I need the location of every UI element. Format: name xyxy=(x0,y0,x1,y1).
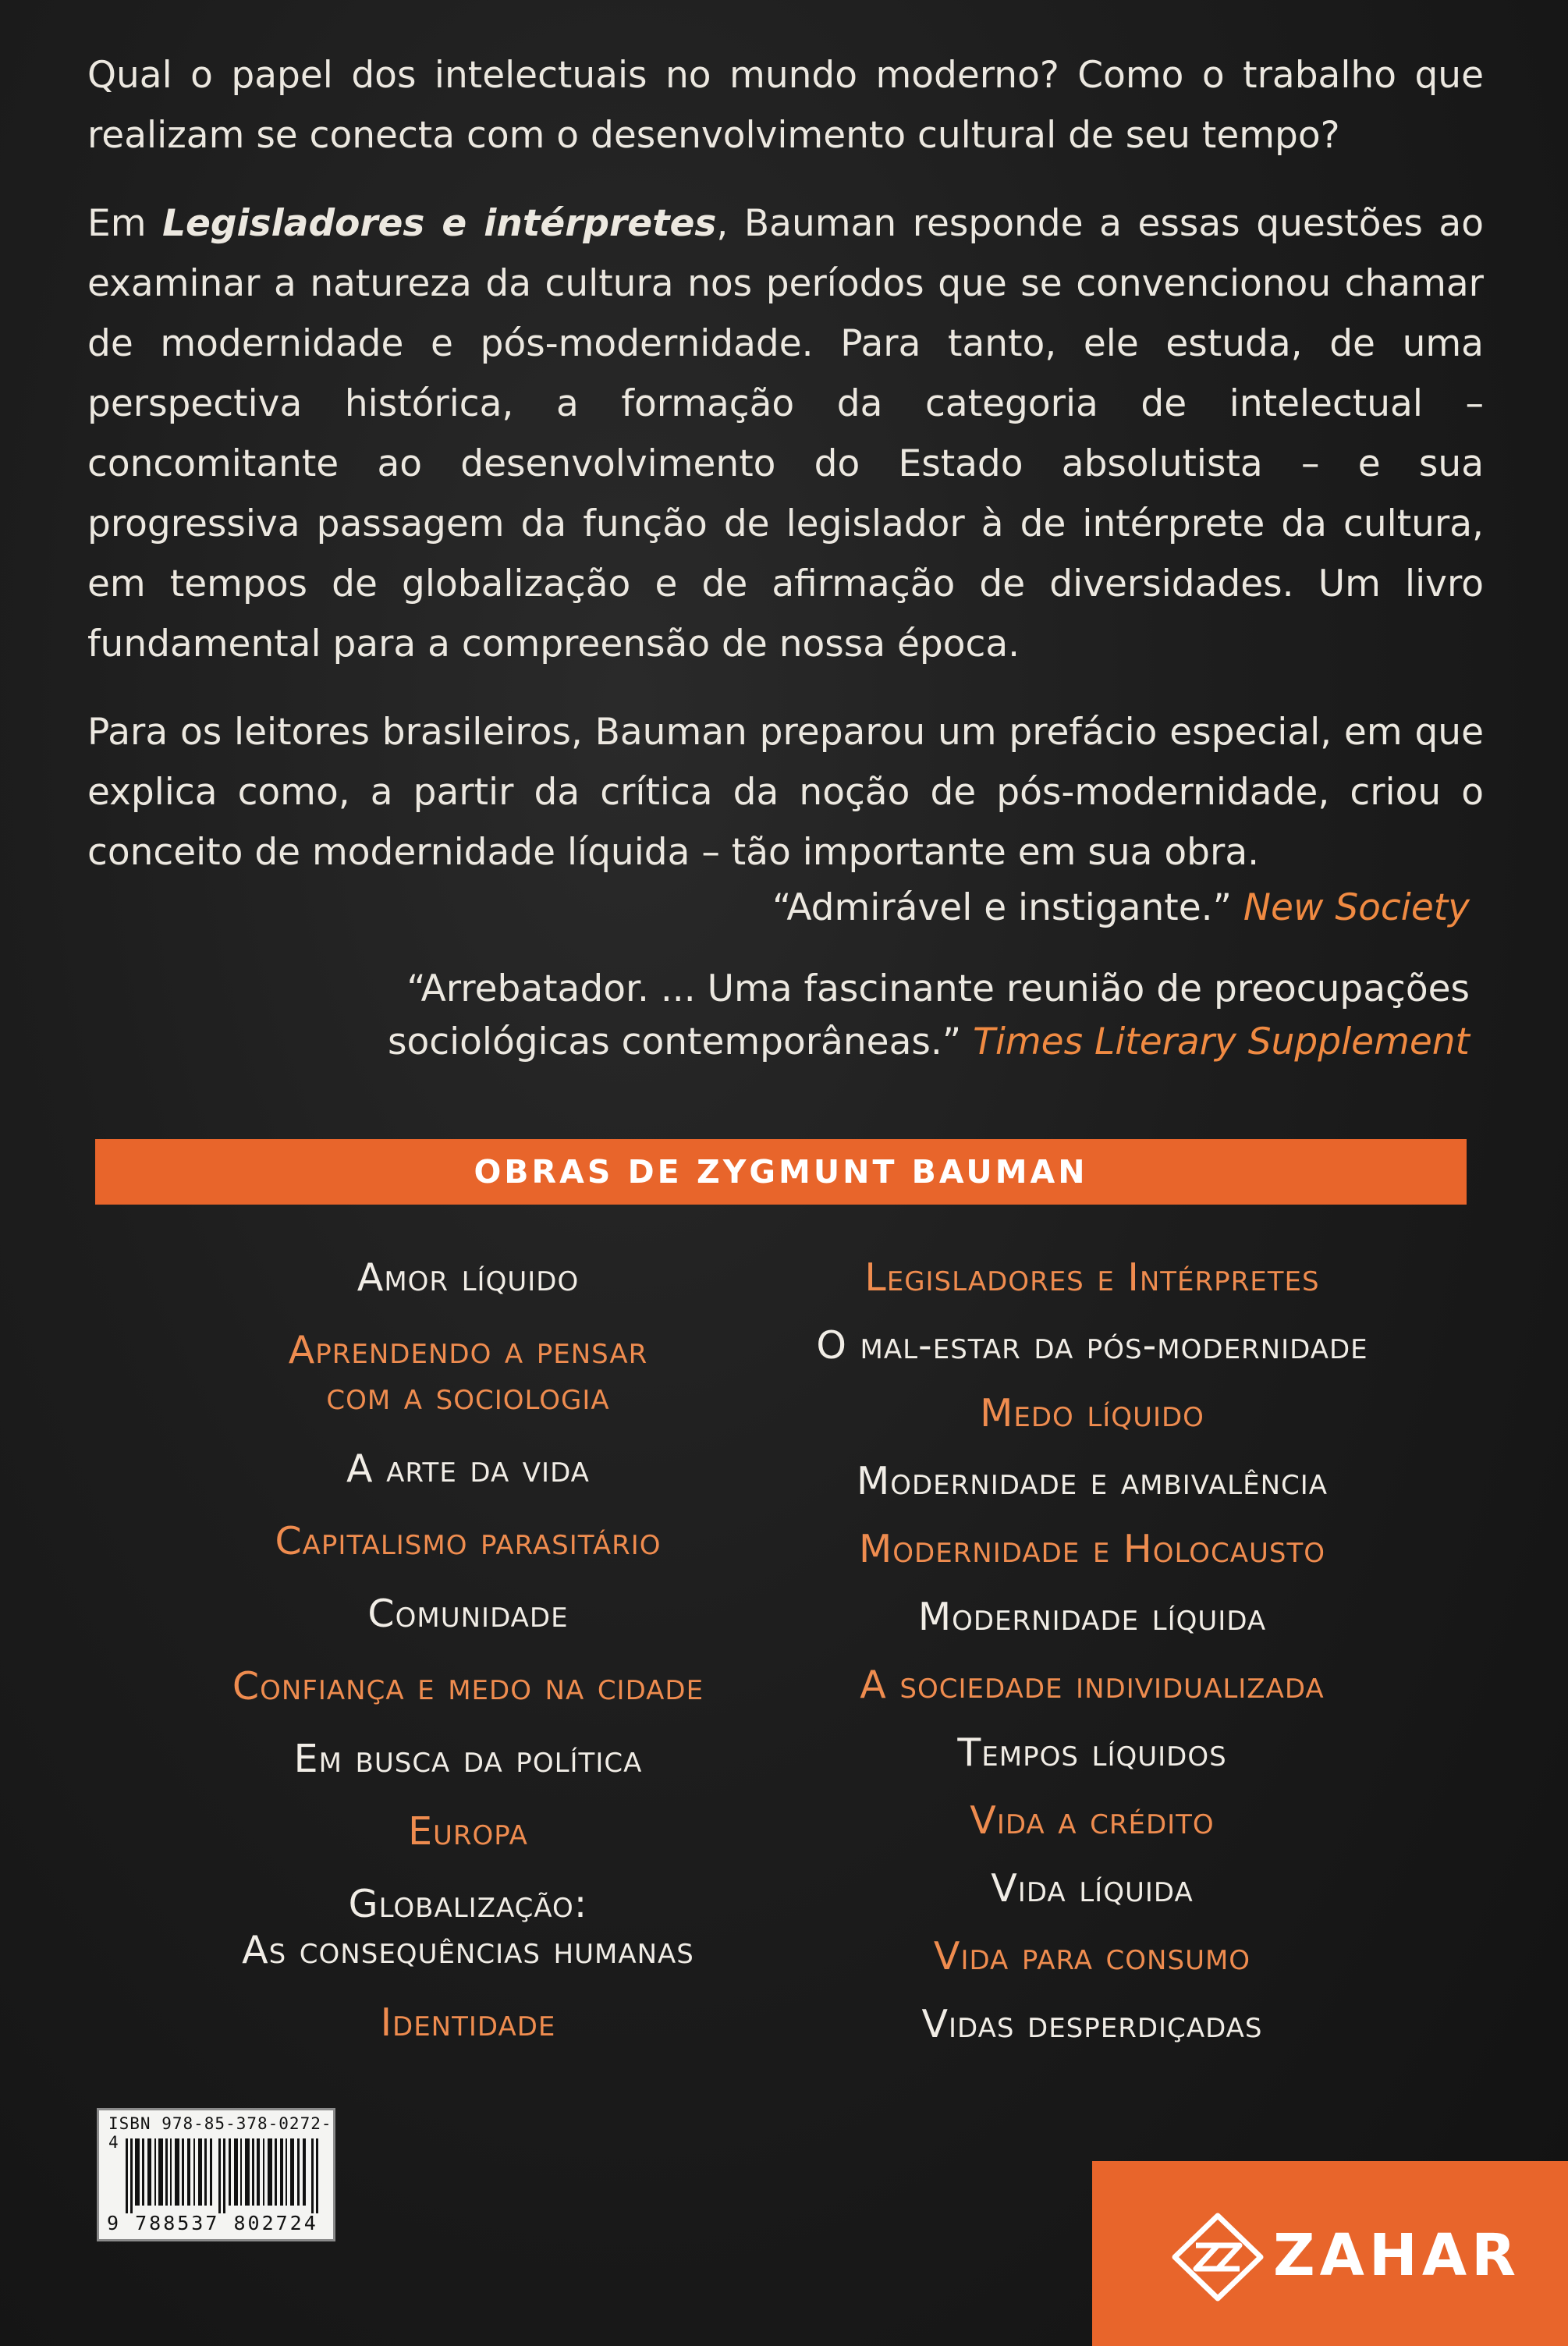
quote-source: New Society xyxy=(1243,886,1470,929)
isbn-label: ISBN 978-85-378-0272-4 xyxy=(108,2114,332,2152)
barcode-bars xyxy=(126,2138,321,2213)
work-title: Tempos líquidos xyxy=(957,1730,1227,1775)
work-title: Capitalismo parasitário xyxy=(275,1519,662,1563)
work-title: Amor líquido xyxy=(357,1255,580,1300)
quote-text: “Arrebatador. ... Uma fascinante reunião de preocupações sociológicas contemporâneas.” xyxy=(387,967,1470,1063)
work-title: Medo líquido xyxy=(980,1391,1204,1436)
work-title: Em busca da política xyxy=(293,1737,643,1781)
works-heading-band xyxy=(95,1139,1467,1205)
review-quote-2 xyxy=(190,963,1470,1069)
ean-number: 9 788537 802724 xyxy=(107,2212,318,2234)
works-list-right xyxy=(772,1255,1412,2069)
book-title-emphasis: Legisladores e intérpretes xyxy=(162,202,717,245)
work-title: Aprendendo a pensar com a sociologia xyxy=(288,1328,648,1418)
blurb-p2-rest: , Bauman responde a essas questões ao examinar a natureza da cultura nos períodos que se convencionou chamar de modernidade e pós-modernidade. Para tanto, ele estuda, de uma perspectiva histórica, a formação da categoria de intelectual – concomitante ao desenvolvimento do Estado absolutista – e sua progressiva passagem da função de legislador à de intérprete da cultura, em tempos de globalização e de afirmação de diversidades. Um livro fundamental para a compreensão de nossa época. xyxy=(87,202,1484,665)
blurb-p2-prefix: Em xyxy=(87,202,163,245)
work-title: Modernidade e ambivalência xyxy=(856,1459,1329,1503)
quote-text: “Admirável e instigante.” xyxy=(772,886,1232,929)
isbn-barcode xyxy=(97,2108,335,2241)
work-title: Modernidade e Holocausto xyxy=(858,1527,1326,1571)
zahar-logo-icon xyxy=(1170,2211,1265,2303)
work-title: Vida a crédito xyxy=(970,1798,1215,1843)
work-title: Globalização: As consequências humanas xyxy=(242,1882,694,1972)
work-title: Modernidade líquida xyxy=(917,1595,1267,1639)
work-title: Confiança e medo na cidade xyxy=(232,1664,704,1709)
publisher-name: ZAHAR xyxy=(1273,2222,1521,2289)
work-title: Legisladores e Intérpretes xyxy=(864,1255,1320,1300)
blurb-paragraph-2 xyxy=(87,193,1484,674)
work-title: A arte da vida xyxy=(346,1446,590,1491)
work-title: Vida líquida xyxy=(991,1866,1194,1911)
publisher-logo-block xyxy=(1092,2161,1568,2346)
work-title: Vida para consumo xyxy=(933,1934,1251,1979)
quote-source: Times Literary Supplement xyxy=(973,1020,1470,1063)
work-title: Comunidade xyxy=(367,1592,569,1636)
work-title: Europa xyxy=(408,1809,528,1854)
review-quote-1 xyxy=(300,882,1470,935)
works-heading: OBRAS DE ZYGMUNT BAUMAN xyxy=(474,1153,1088,1191)
work-title: A sociedade individualizada xyxy=(860,1663,1325,1707)
work-title: Identidade xyxy=(380,2000,556,2045)
work-title: O mal-estar da pós-modernidade xyxy=(816,1323,1368,1368)
blurb xyxy=(87,45,1484,910)
work-title: Vidas desperdiçadas xyxy=(921,2002,1263,2046)
blurb-paragraph-1: Qual o papel dos intelectuais no mundo moderno? Como o trabalho que realizam se conecta com o desenvolvimento cultural de seu tempo? xyxy=(87,54,1484,157)
blurb-paragraph-3: Para os leitores brasileiros, Bauman preparou um prefácio especial, em que explica como, a partir da crítica da noção de pós-modernidade, criou o conceito de modernidade líquida – tão importante em sua obra. xyxy=(87,711,1484,874)
works-list-left xyxy=(148,1255,788,2072)
